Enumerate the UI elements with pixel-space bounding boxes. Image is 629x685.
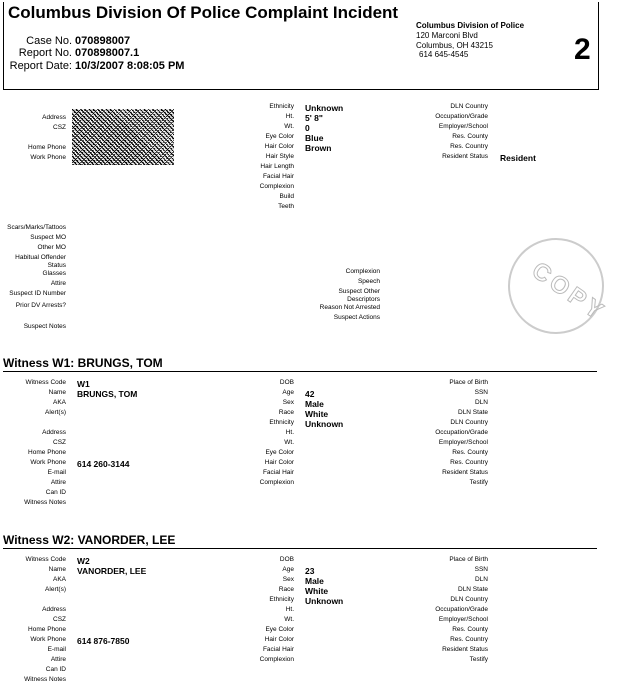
suspect-field-label: Habitual Offender: [15, 254, 66, 261]
suspect-field-label: Build: [279, 193, 294, 200]
witness-field-label: DLN: [474, 399, 488, 406]
witness-field-label: Eye Color: [265, 449, 294, 456]
witness-field-label: Witness Code: [25, 556, 66, 563]
suspect-field-label: Ht.: [285, 113, 294, 120]
suspect-field-label: Occupation/Grade: [435, 113, 488, 120]
witness-field-label: Witness Notes: [24, 499, 66, 506]
suspect-field-value: Brown: [305, 143, 332, 153]
witness-field-label: E-mail: [47, 469, 66, 476]
witness-field-label: Complexion: [259, 479, 294, 486]
witness-field-label: Employer/School: [438, 616, 488, 623]
agency-city: Columbus, OH 43215: [416, 41, 493, 50]
suspect-field-label: Complexion: [345, 268, 380, 275]
suspect-field-label: Home Phone: [28, 144, 66, 151]
report-date-label: Report Date:: [9, 60, 72, 72]
witness-field-value: Unknown: [305, 419, 344, 429]
suspect-field-label: Resident Status: [442, 153, 488, 160]
suspect-field-value: 5' 8": [305, 113, 323, 123]
witness-field-label: Testify: [469, 479, 488, 486]
report-number-label: Report No.: [18, 47, 72, 59]
witness-field-label: Work Phone: [30, 636, 66, 643]
suspect-field-label: DLN Country: [450, 103, 488, 110]
suspect-field-label: Other MO: [37, 244, 66, 251]
witness-field-label: Age: [282, 389, 294, 396]
suspect-field-value: Resident: [500, 153, 536, 163]
witness-field-label: Res. County: [452, 626, 488, 633]
witness-field-value: W2: [77, 556, 90, 566]
suspect-field-label: Glasses: [42, 270, 66, 277]
witness-field-value: VANORDER, LEE: [77, 566, 147, 576]
witness-field-label: CSZ: [53, 616, 66, 623]
witness-field-label: DLN Country: [450, 596, 488, 603]
witness-field-label: Facial Hair: [262, 646, 294, 653]
agency-street: 120 Marconi Blvd: [416, 31, 478, 40]
copy-stamp-text: COPY: [526, 256, 612, 328]
suspect-field-label: Scars/Marks/Tattoos: [7, 224, 66, 231]
witness-field-label: Testify: [469, 656, 488, 663]
witness-field-label: Can ID: [45, 666, 66, 673]
witness-field-label: AKA: [52, 399, 66, 406]
witness-field-value: 614 876-7850: [77, 636, 130, 646]
witness-field-label: Witness Code: [25, 379, 66, 386]
suspect-field-label: Res. Country: [450, 143, 488, 150]
suspect-field-label: Suspect MO: [30, 234, 66, 241]
witness-heading: Witness W1: BRUNGS, TOM: [3, 356, 163, 370]
suspect-field-label: Address: [42, 114, 66, 121]
witness-field-label: Alert(s): [45, 586, 66, 593]
witness-field-label: Occupation/Grade: [435, 429, 488, 436]
witness-field-label: Name: [48, 389, 66, 396]
suspect-field-label: Ethnicity: [269, 103, 294, 110]
suspect-field-value: Unknown: [305, 103, 344, 113]
witness-field-value: BRUNGS, TOM: [77, 389, 138, 399]
witness-field-value: Male: [305, 576, 324, 586]
suspect-field-label: Suspect ID Number: [9, 290, 66, 297]
witness-field-value: 23: [305, 566, 315, 576]
witness-field-label: Work Phone: [30, 459, 66, 466]
witness-field-label: Name: [48, 566, 66, 573]
witness-field-label: AKA: [52, 576, 66, 583]
witness-field-value: 614 260-3144: [77, 459, 130, 469]
witness-field-value: 42: [305, 389, 315, 399]
witness-field-label: Address: [42, 606, 66, 613]
suspect-field-label: Hair Style: [265, 153, 294, 160]
witness-field-label: Ht.: [285, 429, 294, 436]
witness-field-label: DLN: [474, 576, 488, 583]
witness-field-label: Sex: [282, 399, 294, 406]
witness-field-label: Resident Status: [442, 469, 488, 476]
witness-field-label: Eye Color: [265, 626, 294, 633]
witness-field-label: Sex: [282, 576, 294, 583]
suspect-field-label: Speech: [357, 278, 380, 285]
witness-field-label: Home Phone: [28, 449, 66, 456]
witness-field-label: DOB: [279, 379, 294, 386]
witness-field-label: Race: [278, 409, 294, 416]
suspect-field-label: Prior DV Arrests?: [15, 302, 66, 309]
witness-field-value: Unknown: [305, 596, 344, 606]
suspect-field-label: CSZ: [53, 124, 66, 131]
witness-field-label: Age: [282, 566, 294, 573]
witness-field-label: E-mail: [47, 646, 66, 653]
witness-field-label: Place of Birth: [449, 556, 488, 563]
suspect-field-label: Eye Color: [265, 133, 294, 140]
copy-stamp: [489, 219, 623, 353]
witness-heading: Witness W2: VANORDER, LEE: [3, 533, 176, 547]
witness-field-label: Witness Notes: [24, 676, 66, 683]
suspect-field-label: Teeth: [278, 203, 294, 210]
suspect-field-label: Reason Not Arrested: [319, 304, 380, 311]
suspect-field-label: Facial Hair: [262, 173, 294, 180]
suspect-field-label: Res. County: [452, 133, 488, 140]
witness-field-label: Ethnicity: [269, 596, 294, 603]
suspect-field-label: Suspect Notes: [23, 323, 66, 330]
witness-field-label: Resident Status: [442, 646, 488, 653]
witness-field-label: Res. County: [452, 449, 488, 456]
case-number: 070898007: [75, 35, 131, 47]
witness-field-label: Address: [42, 429, 66, 436]
suspect-field-value: Blue: [305, 133, 324, 143]
witness-field-label: Res. Country: [450, 459, 488, 466]
witness-field-label: Ht.: [285, 606, 294, 613]
witness-field-label: Employer/School: [438, 439, 488, 446]
witness-field-label: Wt.: [284, 439, 294, 446]
witness-field-label: Place of Birth: [449, 379, 488, 386]
witness-field-label: DLN State: [458, 409, 488, 416]
witness-field-label: Wt.: [284, 616, 294, 623]
suspect-field-label: Hair Length: [260, 163, 294, 170]
witness-field-label: Home Phone: [28, 626, 66, 633]
witness-field-label: Race: [278, 586, 294, 593]
agency-phone: 614 645-4545: [419, 50, 469, 59]
page-number: 2: [574, 33, 591, 66]
suspect-field-value: 0: [305, 123, 310, 133]
suspect-field-label: Descriptors: [347, 296, 380, 303]
agency-name: Columbus Division of Police: [416, 21, 525, 30]
witness-field-label: SSN: [474, 566, 488, 573]
suspect-field-label: Wt.: [284, 123, 294, 130]
report-title: Columbus Division Of Police Complaint Incident: [8, 3, 399, 22]
case-number-label: Case No.: [26, 35, 72, 47]
section-divider: [3, 548, 597, 549]
witness-field-label: Attire: [50, 656, 66, 663]
witness-field-label: DLN Country: [450, 419, 488, 426]
suspect-field-label: Suspect Other: [338, 288, 380, 295]
witness-field-label: Hair Color: [264, 459, 294, 466]
redacted-address-block: [72, 109, 174, 165]
witness-field-value: White: [305, 586, 329, 596]
witness-field-label: CSZ: [53, 439, 66, 446]
witness-field-label: Hair Color: [264, 636, 294, 643]
suspect-field-label: Hair Color: [264, 143, 294, 150]
suspect-field-label: Complexion: [259, 183, 294, 190]
witness-field-label: Attire: [50, 479, 66, 486]
suspect-field-label: Work Phone: [30, 154, 66, 161]
report-number: 070898007.1: [75, 47, 140, 59]
witness-field-value: W1: [77, 379, 90, 389]
witness-field-label: Alert(s): [45, 409, 66, 416]
suspect-field-label: Employer/School: [438, 123, 488, 130]
suspect-field-label: Status: [47, 262, 66, 269]
witness-field-value: White: [305, 409, 329, 419]
witness-field-label: Res. Country: [450, 636, 488, 643]
witness-field-label: Facial Hair: [262, 469, 294, 476]
witness-field-label: SSN: [474, 389, 488, 396]
suspect-field-label: Attire: [50, 280, 66, 287]
report-date: 10/3/2007 8:08:05 PM: [75, 60, 185, 72]
witness-field-label: Can ID: [45, 489, 66, 496]
witness-field-label: DLN State: [458, 586, 488, 593]
witness-field-label: Ethnicity: [269, 419, 294, 426]
suspect-field-label: Suspect Actions: [333, 314, 380, 321]
witness-field-label: DOB: [279, 556, 294, 563]
witness-field-value: Male: [305, 399, 324, 409]
section-divider: [3, 371, 597, 372]
witness-field-label: Occupation/Grade: [435, 606, 488, 613]
witness-field-label: Complexion: [259, 656, 294, 663]
